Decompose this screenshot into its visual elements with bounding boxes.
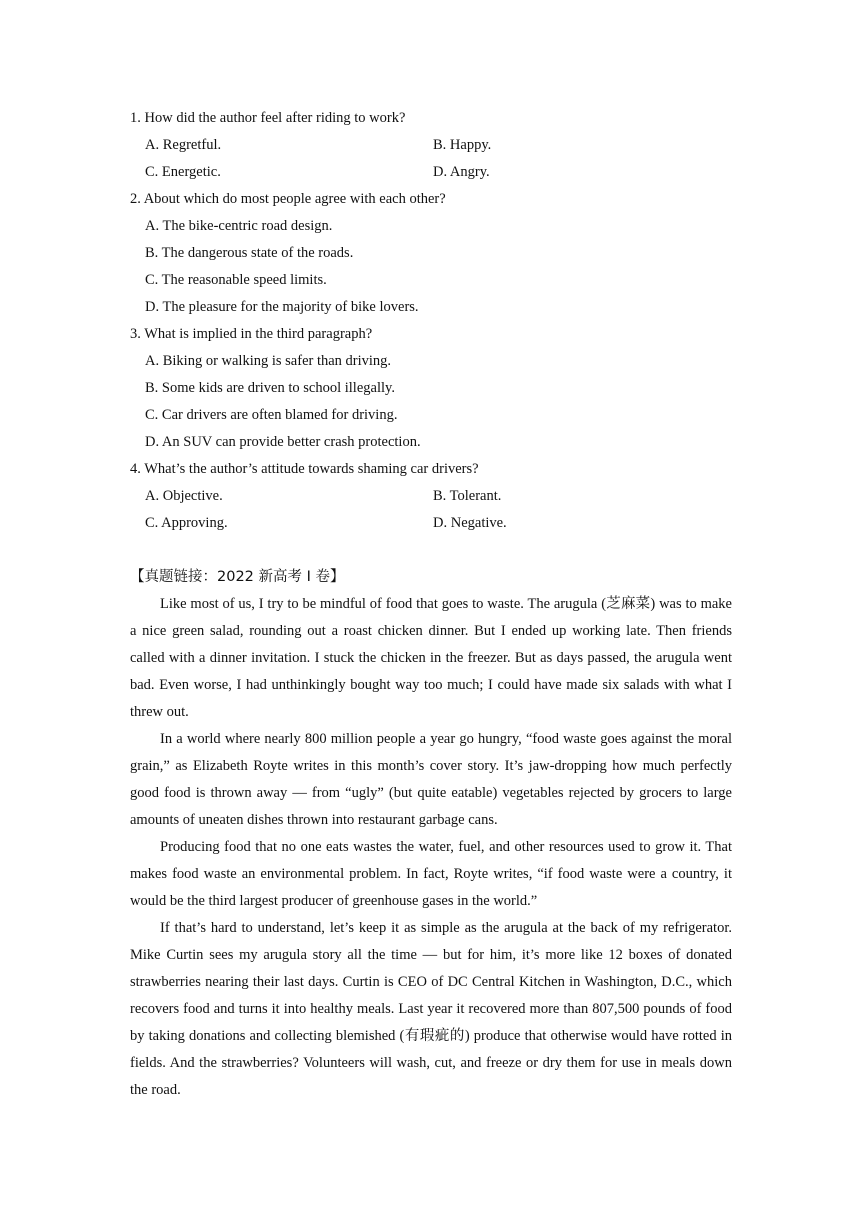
question-1-option-a: A. Regretful. xyxy=(145,137,222,153)
question-1-options-row-2 xyxy=(130,159,732,186)
article-paragraph-2: In a world where nearly 800 million people a year go hungry, “food waste goes against the moral grain,” as Elizabeth Royte writes in this month’s cover story. It’s jaw-dropping how much perfectly good food is thrown away — from “ugly” (but quite eatable) vegetables rejected by grocers to large amounts of uneaten dishes thrown into restaurant garbage cans. xyxy=(130,731,732,828)
question-1-stem: 1. How did the author feel after riding to work? xyxy=(130,110,406,126)
question-list xyxy=(130,105,732,537)
question-4-options-row-2 xyxy=(130,510,732,537)
question-4-option-d: D. Negative. xyxy=(433,515,507,531)
question-2-option-a: A. The bike-centric road design. xyxy=(145,218,333,234)
question-4-option-b: B. Tolerant. xyxy=(433,488,502,504)
article-paragraph-3: Producing food that no one eats wastes the water, fuel, and other resources used to grow it. That makes food waste an environmental problem. In fact, Royte writes, “if food waste were a country, it would be the third largest producer of greenhouse gases in the world.” xyxy=(130,839,732,909)
article-paragraph-4: If that’s hard to understand, let’s keep it as simple as the arugula at the back of my refrigerator. Mike Curtin sees my arugula story all the time — but for him, it’s more like 12 boxes of donated strawberries nearing their last days. Curtin is CEO of DC Central Kitchen in Washington, D.C., which recovers food and turns it into healthy meals. Last year it recovered more than 807,500 pounds of food by taking donations and collecting blemished (有瑕疵的) produce that otherwise would have rotted in fields. And the strawberries? Volunteers will wash, cut, and freeze or dry them for use in meals down the road. xyxy=(130,920,732,1098)
question-2-option-b: B. The dangerous state of the roads. xyxy=(145,245,354,261)
question-3-stem: 3. What is implied in the third paragraph? xyxy=(130,326,373,342)
question-3-option-c: C. Car drivers are often blamed for driving. xyxy=(145,407,398,423)
question-1-options-row-1 xyxy=(130,132,732,159)
source-heading: 【真题链接：2022 新高考 I 卷】 xyxy=(130,569,345,585)
question-1-option-d: D. Angry. xyxy=(433,164,490,180)
question-4-option-c: C. Approving. xyxy=(145,515,228,531)
article-paragraph-1: Like most of us, I try to be mindful of food that goes to waste. The arugula (芝麻菜) was to make a nice green salad, rounding out a roast chicken dinner. But I ended up working late. Then friends called with a dinner invitation. I stuck the chicken in the freezer. But as days passed, the arugula went bad. Even worse, I had unthinkingly bought way too much; I could have made six salads with what I threw out. xyxy=(130,596,732,720)
question-2-option-c: C. The reasonable speed limits. xyxy=(145,272,327,288)
question-1-option-b: B. Happy. xyxy=(433,137,492,153)
article-body xyxy=(130,591,732,1104)
question-4-option-a: A. Objective. xyxy=(145,488,223,504)
question-1-option-c: C. Energetic. xyxy=(145,164,221,180)
question-3-option-a: A. Biking or walking is safer than driving. xyxy=(145,353,392,369)
question-4-stem: 4. What’s the author’s attitude towards shaming car drivers? xyxy=(130,461,479,477)
question-2-stem: 2. About which do most people agree with each other? xyxy=(130,191,446,207)
question-4-options-row-1 xyxy=(130,483,732,510)
question-3-option-d: D. An SUV can provide better crash protection. xyxy=(145,434,421,450)
question-3-option-b: B. Some kids are driven to school illegally. xyxy=(145,380,395,396)
question-2-option-d: D. The pleasure for the majority of bike lovers. xyxy=(145,299,419,315)
